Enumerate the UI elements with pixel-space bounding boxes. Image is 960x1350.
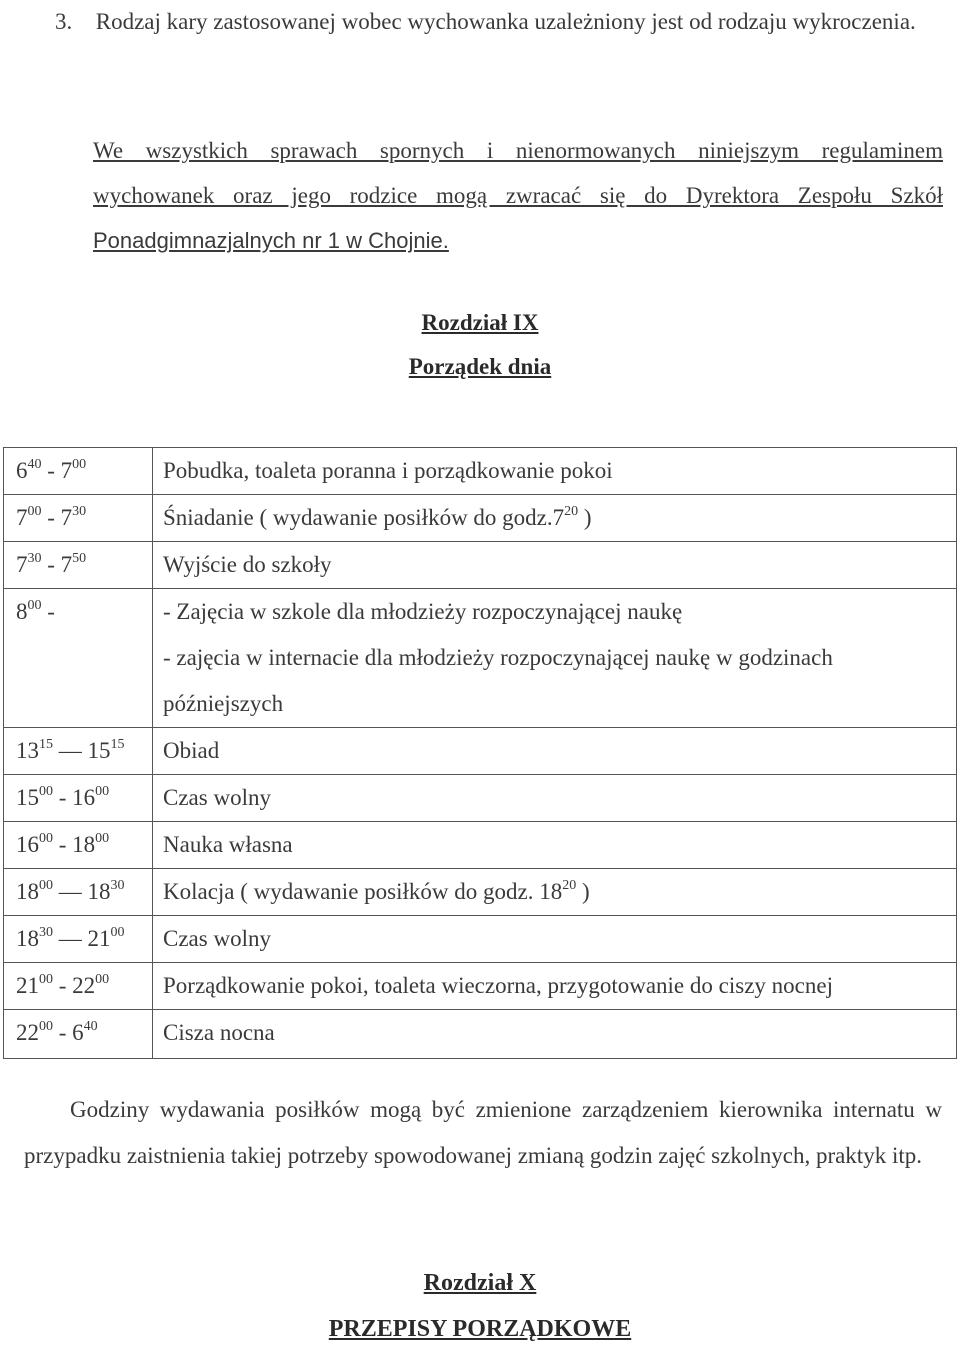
appeal-paragraph [93,128,943,263]
schedule-activity: Obiad [153,728,957,775]
schedule-activity: Śniadanie ( wydawanie posiłków do $godz.7^{20}$ ) [153,495,957,542]
schedule-row [4,542,957,589]
appeal-text-part1: We wszystkich sprawach spornych i nienormowanych niniejszym regulaminem wychowanek oraz jego rodzice mogą zwracać się do Dyrektora Zespołu Szkół [93,138,943,208]
list-item-text: Rodzaj kary zastosowanej wobec wychowanka uzależniony jest od rodzaju wykroczenia. [95,9,916,34]
schedule-activity: Czas wolny [153,916,957,963]
schedule-time: $18^{30}$ — $21^{00}$ [4,916,153,963]
schedule-row [4,589,957,728]
chapter-x-title: Rozdział X [423,1270,537,1296]
appeal-text-part2: Ponadgimnazjalnych nr 1 w Chojnie. [93,228,449,253]
list-number: 3. [55,9,73,34]
schedule-time: $16^{00} - 18^{00}$ [4,822,153,869]
schedule-row [4,495,957,542]
schedule-time: $13^{15}$ — $15^{15}$ [4,728,153,775]
schedule-activity: - Zajęcia w szkole dla młodzieży rozpoczynającej naukę - zajęcia w internacie dla młodzieży rozpoczynającej naukę w godzinach późniejszych [153,589,957,728]
schedule-row [4,916,957,963]
schedule-row [4,1010,957,1059]
schedule-row [4,869,957,916]
schedule-activity: Porządkowanie pokoi, toaleta wieczorna, przygotowanie do ciszy nocnej [153,963,957,1010]
schedule-row [4,775,957,822]
schedule-activity: Cisza nocna [153,1010,957,1059]
schedule-time: $21^{00} - 22^{00}$ [4,963,153,1010]
schedule-activity: Wyjście do szkoły [153,542,957,589]
schedule-activity: Nauka własna [153,822,957,869]
schedule-time: $7^{30} - 7^{50}$ [4,542,153,589]
schedule-time: $18^{00}$ — $18^{30}$ [4,869,153,916]
chapter-x-subtitle: PRZEPISY PORZĄDKOWE [328,1316,632,1342]
schedule-activity: Czas wolny [153,775,957,822]
schedule-time: $15^{00} - 16^{00}$ [4,775,153,822]
list-item-3 [55,0,945,44]
schedule-row [4,728,957,775]
schedule-activity: Kolacja ( wydawanie posiłków do godz. $18^{20}$ ) [153,869,957,916]
schedule-time: $6^{40} - 7^{00}$ [4,448,153,495]
schedule-row [4,822,957,869]
chapter-ix-subtitle: Porządek dnia [408,354,552,379]
schedule-time: $22^{00} - 6^{40}$ [4,1010,153,1059]
schedule-row [4,448,957,495]
chapter-ix-title: Rozdział IX [421,310,539,335]
schedule-time: $7^{00} - 7^{30}$ [4,495,153,542]
daily-schedule-table [3,447,957,1059]
meal-hours-note: Godziny wydawania posiłków mogą być zmienione zarządzeniem kierownika internatu w przypadku zaistnienia takiej potrzeby spowodowanej zmianą godzin zajęć szkolnych, praktyk itp. [24,1097,942,1168]
schedule-activity: Pobudka, toaleta poranna i porządkowanie pokoi [153,448,957,495]
schedule-time: $8^{00}$ - [4,589,153,728]
schedule-row [4,963,957,1010]
